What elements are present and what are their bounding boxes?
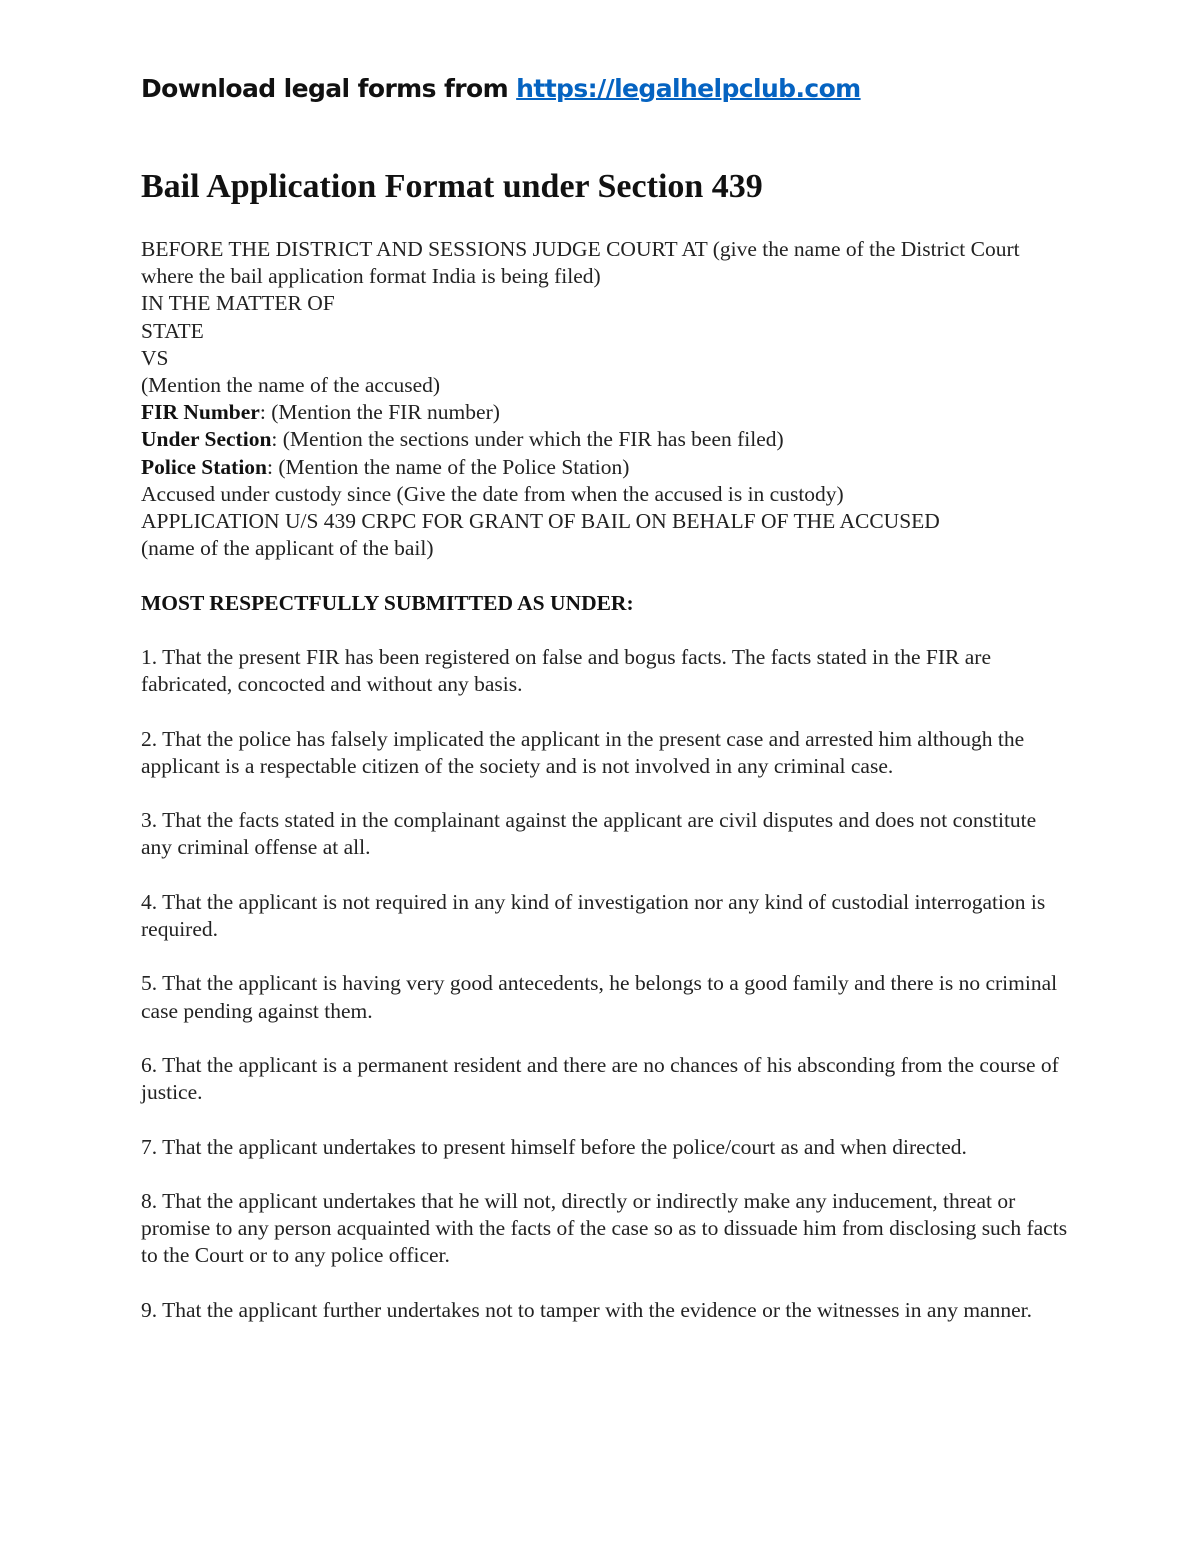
document-body bbox=[141, 236, 1071, 1324]
fir-number-label: FIR Number bbox=[141, 400, 260, 425]
accused-name-line: (Mention the name of the accused) bbox=[141, 373, 441, 398]
police-station-value: : (Mention the name of the Police Station) bbox=[267, 454, 630, 479]
download-banner bbox=[141, 74, 861, 103]
paragraph-1: 1. That the present FIR has been registered on false and bogus facts. The facts stated in the FIR are fabricated, concocted and without any basis. bbox=[141, 645, 991, 697]
paragraph-2: 2. That the police has falsely implicated the applicant in the present case and arrested him although the applicant is a respectable citizen of the society and is not involved in any criminal case. bbox=[141, 726, 1025, 778]
fir-number-value: : (Mention the FIR number) bbox=[259, 400, 500, 425]
under-section-line bbox=[141, 426, 1071, 453]
document-title: Bail Application Format under Section 439 bbox=[141, 168, 763, 205]
applicant-line: (name of the applicant of the bail) bbox=[141, 536, 434, 561]
download-link[interactable]: https://legalhelpclub.com bbox=[516, 74, 861, 103]
court-line: BEFORE THE DISTRICT AND SESSIONS JUDGE COURT AT (give the name of the District Court where the bail application format India is being filed) bbox=[141, 237, 1020, 289]
application-line: APPLICATION U/S 439 CRPC FOR GRANT OF BAIL ON BEHALF OF THE ACCUSED bbox=[141, 509, 940, 534]
paragraph-9: 9. That the applicant further undertakes not to tamper with the evidence or the witnesses in any manner. bbox=[141, 1297, 1032, 1322]
paragraph-5: 5. That the applicant is having very good antecedents, he belongs to a good family and there is no criminal case pending against them. bbox=[141, 971, 1058, 1023]
paragraph-4: 4. That the applicant is not required in any kind of investigation nor any kind of custodial interrogation is required. bbox=[141, 889, 1046, 941]
police-station-label: Police Station bbox=[141, 454, 267, 479]
paragraph-8: 8. That the applicant undertakes that he will not, directly or indirectly make any inducement, threat or promise to any person acquainted with the facts of the case so as to dissuade him from disclosing such facts to the Court or to any police officer. bbox=[141, 1188, 1068, 1268]
custody-line: Accused under custody since (Give the date from when the accused is in custody) bbox=[141, 481, 844, 506]
under-section-label: Under Section bbox=[141, 427, 272, 452]
download-prefix: Download legal forms from bbox=[141, 74, 517, 103]
matter-line: IN THE MATTER OF bbox=[141, 291, 335, 316]
paragraph-3: 3. That the facts stated in the complainant against the applicant are civil disputes and does not constitute any criminal offense at all. bbox=[141, 808, 1037, 860]
paragraph-7: 7. That the applicant undertakes to present himself before the police/court as and when directed. bbox=[141, 1134, 967, 1159]
submission-heading: MOST RESPECTFULLY SUBMITTED AS UNDER: bbox=[141, 590, 634, 615]
fir-number-line bbox=[141, 399, 1071, 426]
vs-line: VS bbox=[141, 345, 169, 370]
state-line: STATE bbox=[141, 318, 204, 343]
paragraph-6: 6. That the applicant is a permanent resident and there are no chances of his absconding from the course of justice. bbox=[141, 1052, 1059, 1105]
under-section-value: : (Mention the sections under which the FIR has been filed) bbox=[271, 427, 784, 452]
police-station-line bbox=[141, 454, 1071, 481]
